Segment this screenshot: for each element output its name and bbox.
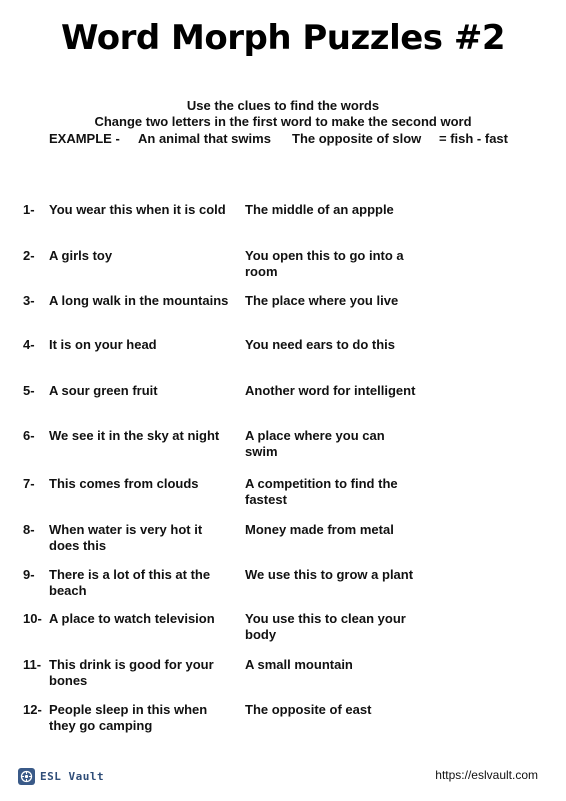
esl-vault-logo bbox=[18, 767, 104, 785]
puzzle-number: 11- bbox=[23, 657, 42, 672]
puzzle-clue-second: You need ears to do this bbox=[245, 337, 396, 352]
puzzle-number: 8- bbox=[23, 522, 35, 537]
puzzle-clue-second: The opposite of east bbox=[245, 702, 372, 717]
puzzle-clue-second: Money made from metal bbox=[245, 522, 394, 537]
puzzle-number: 5- bbox=[23, 383, 35, 398]
puzzle-clue-first: We see it in the sky at night bbox=[49, 428, 220, 443]
logo-text: ESL Vault bbox=[40, 769, 105, 783]
puzzle-clue-first: A sour green fruit bbox=[49, 383, 158, 398]
puzzle-number: 2- bbox=[23, 248, 35, 263]
puzzle-clue-first: A long walk in the mountains bbox=[49, 293, 229, 308]
example-label: EXAMPLE - bbox=[49, 131, 120, 146]
instructions bbox=[0, 98, 566, 130]
puzzle-clue-first: When water is very hot it does this bbox=[49, 522, 203, 553]
puzzle-number: 3- bbox=[23, 293, 35, 308]
puzzle-number: 10- bbox=[23, 611, 42, 626]
instruction-line-2: Change two letters in the first word to make the second word bbox=[94, 114, 472, 129]
puzzle-clue-second: A competition to find the fastest bbox=[245, 476, 398, 507]
puzzle-clue-first: A place to watch television bbox=[49, 611, 215, 626]
puzzle-number: 7- bbox=[23, 476, 35, 491]
puzzle-number: 1- bbox=[23, 202, 35, 217]
puzzle-clue-second: Another word for intelligent bbox=[245, 383, 416, 398]
vault-icon bbox=[18, 768, 35, 785]
puzzle-clue-first: This comes from clouds bbox=[49, 476, 199, 491]
puzzle-clue-second: You use this to clean your body bbox=[245, 611, 406, 642]
example-answer: = fish - fast bbox=[439, 131, 508, 146]
puzzle-number: 6- bbox=[23, 428, 35, 443]
puzzle-clue-second: You open this to go into a room bbox=[245, 248, 404, 279]
puzzle-clue-first: A girls toy bbox=[49, 248, 113, 263]
puzzle-number: 12- bbox=[23, 702, 42, 717]
puzzle-number: 4- bbox=[23, 337, 35, 352]
site-url[interactable]: https://eslvault.com bbox=[435, 768, 538, 782]
puzzle-clue-second: We use this to grow a plant bbox=[245, 567, 414, 582]
example-clue-1: An animal that swims bbox=[138, 131, 271, 146]
page-title: Word Morph Puzzles #2 bbox=[60, 18, 506, 58]
puzzle-clue-second: A small mountain bbox=[245, 657, 353, 672]
puzzle-clue-first: You wear this when it is cold bbox=[49, 202, 226, 217]
puzzle-clue-second: A place where you can swim bbox=[245, 428, 385, 459]
example-clue-2: The opposite of slow bbox=[292, 131, 422, 146]
puzzle-clue-second: The middle of an appple bbox=[245, 202, 394, 217]
puzzle-clue-second: The place where you live bbox=[245, 293, 399, 308]
puzzle-clue-first: This drink is good for your bones bbox=[49, 657, 214, 688]
puzzle-clue-first: There is a lot of this at the beach bbox=[49, 567, 211, 598]
puzzle-clue-first: It is on your head bbox=[49, 337, 157, 352]
puzzle-clue-first: People sleep in this when they go camping bbox=[49, 702, 208, 733]
instruction-line-1: Use the clues to find the words bbox=[186, 98, 380, 113]
puzzle-number: 9- bbox=[23, 567, 35, 582]
